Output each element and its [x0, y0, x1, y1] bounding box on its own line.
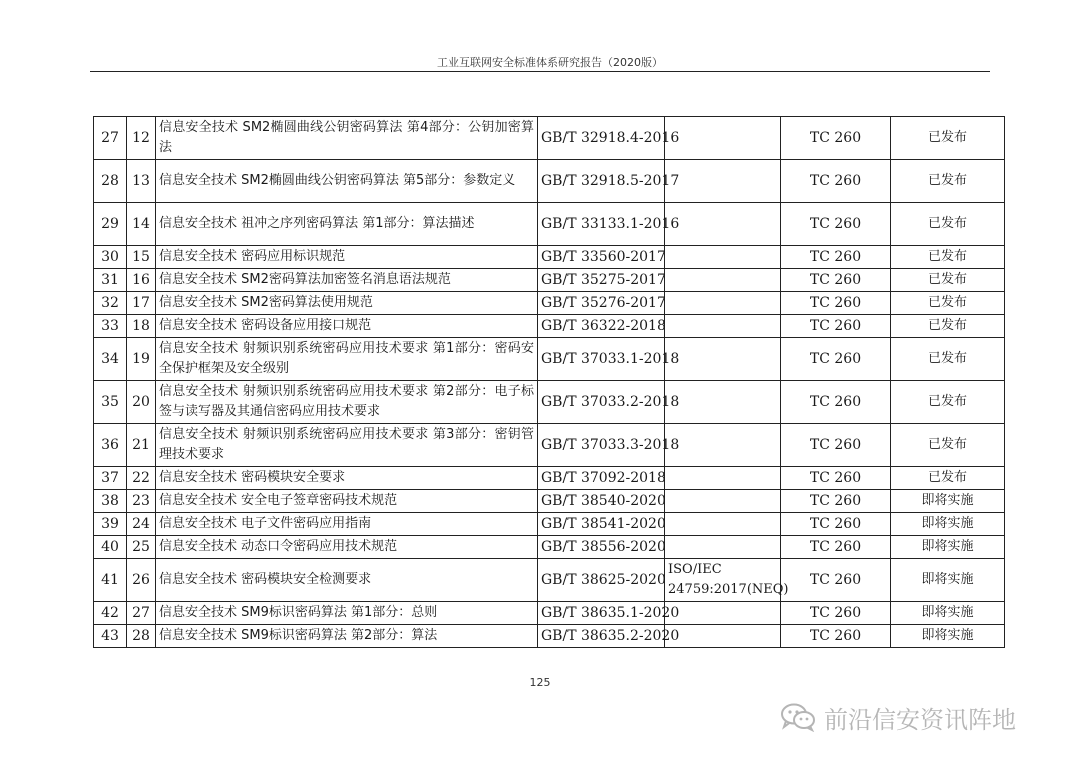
table-row: [94, 338, 1005, 381]
table-row: [94, 269, 1005, 292]
sub-number: 25: [127, 536, 156, 559]
standards-table: [93, 116, 1005, 648]
standard-name: 信息安全技术 密码设备应用接口规范: [156, 315, 538, 338]
sub-number: 27: [127, 602, 156, 625]
status: 已发布: [891, 315, 1005, 338]
international-reference: [665, 602, 781, 625]
committee: TC 260: [781, 160, 891, 203]
row-number: 32: [94, 292, 127, 315]
international-reference: [665, 246, 781, 269]
standard-name: 信息安全技术 SM2椭圆曲线公钥密码算法 第5部分：参数定义: [156, 160, 538, 203]
sub-number: 21: [127, 424, 156, 467]
page-number: 125: [529, 676, 551, 689]
row-number: 40: [94, 536, 127, 559]
row-number: 34: [94, 338, 127, 381]
status: 即将实施: [891, 602, 1005, 625]
standard-code: GB/T 38556-2020: [538, 536, 665, 559]
committee: TC 260: [781, 625, 891, 648]
status: 已发布: [891, 160, 1005, 203]
status: 已发布: [891, 381, 1005, 424]
standard-code: GB/T 38540-2020: [538, 490, 665, 513]
status: 已发布: [891, 117, 1005, 160]
row-number: 41: [94, 559, 127, 602]
international-reference: [665, 625, 781, 648]
status: 已发布: [891, 246, 1005, 269]
standard-name: 信息安全技术 密码应用标识规范: [156, 246, 538, 269]
standard-code: GB/T 38541-2020: [538, 513, 665, 536]
report-title: 工业互联网安全标准体系研究报告（2020版）: [437, 56, 663, 69]
table-row: [94, 513, 1005, 536]
committee: TC 260: [781, 424, 891, 467]
standard-name: 信息安全技术 动态口令密码应用技术规范: [156, 536, 538, 559]
standard-code: GB/T 33560-2017: [538, 246, 665, 269]
sub-number: 26: [127, 559, 156, 602]
row-number: 31: [94, 269, 127, 292]
row-number: 42: [94, 602, 127, 625]
committee: TC 260: [781, 269, 891, 292]
table-row: [94, 536, 1005, 559]
status: 已发布: [891, 203, 1005, 246]
standard-code: GB/T 33133.1-2016: [538, 203, 665, 246]
committee: TC 260: [781, 559, 891, 602]
international-reference: [665, 117, 781, 160]
row-number: 29: [94, 203, 127, 246]
standard-code: GB/T 32918.5-2017: [538, 160, 665, 203]
international-reference: [665, 269, 781, 292]
status: 即将实施: [891, 513, 1005, 536]
table-row: [94, 625, 1005, 648]
international-reference: [665, 203, 781, 246]
status: 即将实施: [891, 625, 1005, 648]
standard-name: 信息安全技术 SM2椭圆曲线公钥密码算法 第4部分：公钥加密算法: [156, 117, 538, 160]
standard-name: 信息安全技术 SM9标识密码算法 第2部分：算法: [156, 625, 538, 648]
standard-code: GB/T 38635.2-2020: [538, 625, 665, 648]
row-number: 35: [94, 381, 127, 424]
standard-code: GB/T 37092-2018: [538, 467, 665, 490]
standard-code: GB/T 36322-2018: [538, 315, 665, 338]
sub-number: 20: [127, 381, 156, 424]
international-reference: [665, 315, 781, 338]
committee: TC 260: [781, 292, 891, 315]
table-row: [94, 602, 1005, 625]
table-row: [94, 246, 1005, 269]
international-reference: [665, 513, 781, 536]
table-row: [94, 292, 1005, 315]
international-reference: [665, 338, 781, 381]
table-row: [94, 424, 1005, 467]
committee: TC 260: [781, 117, 891, 160]
status: 已发布: [891, 424, 1005, 467]
committee: TC 260: [781, 467, 891, 490]
row-number: 30: [94, 246, 127, 269]
sub-number: 16: [127, 269, 156, 292]
table-row: [94, 381, 1005, 424]
status: 即将实施: [891, 559, 1005, 602]
committee: TC 260: [781, 246, 891, 269]
standard-name: 信息安全技术 电子文件密码应用指南: [156, 513, 538, 536]
sub-number: 17: [127, 292, 156, 315]
row-number: 37: [94, 467, 127, 490]
sub-number: 24: [127, 513, 156, 536]
international-reference: [665, 292, 781, 315]
standard-code: GB/T 32918.4-2016: [538, 117, 665, 160]
status: 即将实施: [891, 490, 1005, 513]
table-row: [94, 467, 1005, 490]
international-reference: [665, 467, 781, 490]
committee: TC 260: [781, 536, 891, 559]
standard-code: GB/T 38635.1-2020: [538, 602, 665, 625]
standard-name: 信息安全技术 安全电子签章密码技术规范: [156, 490, 538, 513]
table-row: [94, 559, 1005, 602]
committee: TC 260: [781, 315, 891, 338]
wechat-icon: [780, 702, 816, 732]
sub-number: 14: [127, 203, 156, 246]
row-number: 43: [94, 625, 127, 648]
sub-number: 15: [127, 246, 156, 269]
status: 已发布: [891, 467, 1005, 490]
status: 即将实施: [891, 536, 1005, 559]
table-row: [94, 490, 1005, 513]
table-row: [94, 315, 1005, 338]
standard-name: 信息安全技术 SM2密码算法使用规范: [156, 292, 538, 315]
international-reference: ISO/IEC 24759:2017(NEQ): [665, 559, 781, 602]
row-number: 38: [94, 490, 127, 513]
sub-number: 18: [127, 315, 156, 338]
standard-name: 信息安全技术 密码模块安全要求: [156, 467, 538, 490]
international-reference: [665, 381, 781, 424]
international-reference: [665, 536, 781, 559]
standard-name: 信息安全技术 SM9标识密码算法 第1部分：总则: [156, 602, 538, 625]
committee: TC 260: [781, 602, 891, 625]
standard-code: GB/T 37033.1-2018: [538, 338, 665, 381]
table-row: [94, 203, 1005, 246]
row-number: 39: [94, 513, 127, 536]
standard-name: 信息安全技术 射频识别系统密码应用技术要求 第1部分：密码安全保护框架及安全级别: [156, 338, 538, 381]
standard-name: 信息安全技术 射频识别系统密码应用技术要求 第3部分：密钥管理技术要求: [156, 424, 538, 467]
sub-number: 13: [127, 160, 156, 203]
header-rule: [90, 71, 990, 72]
committee: TC 260: [781, 490, 891, 513]
sub-number: 22: [127, 467, 156, 490]
sub-number: 23: [127, 490, 156, 513]
sub-number: 28: [127, 625, 156, 648]
sub-number: 19: [127, 338, 156, 381]
standard-code: GB/T 37033.3-2018: [538, 424, 665, 467]
standard-name: 信息安全技术 射频识别系统密码应用技术要求 第2部分：电子标签与读写器及其通信密码应用技术要求: [156, 381, 538, 424]
standard-code: GB/T 35276-2017: [538, 292, 665, 315]
row-number: 33: [94, 315, 127, 338]
committee: TC 260: [781, 381, 891, 424]
committee: TC 260: [781, 513, 891, 536]
standard-code: GB/T 37033.2-2018: [538, 381, 665, 424]
committee: TC 260: [781, 338, 891, 381]
row-number: 28: [94, 160, 127, 203]
standard-code: GB/T 35275-2017: [538, 269, 665, 292]
international-reference: [665, 424, 781, 467]
watermark: [780, 702, 1016, 732]
table-row: [94, 160, 1005, 203]
standard-name: 信息安全技术 密码模块安全检测要求: [156, 559, 538, 602]
row-number: 27: [94, 117, 127, 160]
sub-number: 12: [127, 117, 156, 160]
standard-name: 信息安全技术 SM2密码算法加密签名消息语法规范: [156, 269, 538, 292]
international-reference: [665, 160, 781, 203]
table-row: [94, 117, 1005, 160]
international-reference: [665, 490, 781, 513]
standard-code: GB/T 38625-2020: [538, 559, 665, 602]
row-number: 36: [94, 424, 127, 467]
status: 已发布: [891, 338, 1005, 381]
watermark-text: 前沿信安资讯阵地: [824, 705, 1016, 734]
committee: TC 260: [781, 203, 891, 246]
status: 已发布: [891, 292, 1005, 315]
status: 已发布: [891, 269, 1005, 292]
standard-name: 信息安全技术 祖冲之序列密码算法 第1部分：算法描述: [156, 203, 538, 246]
